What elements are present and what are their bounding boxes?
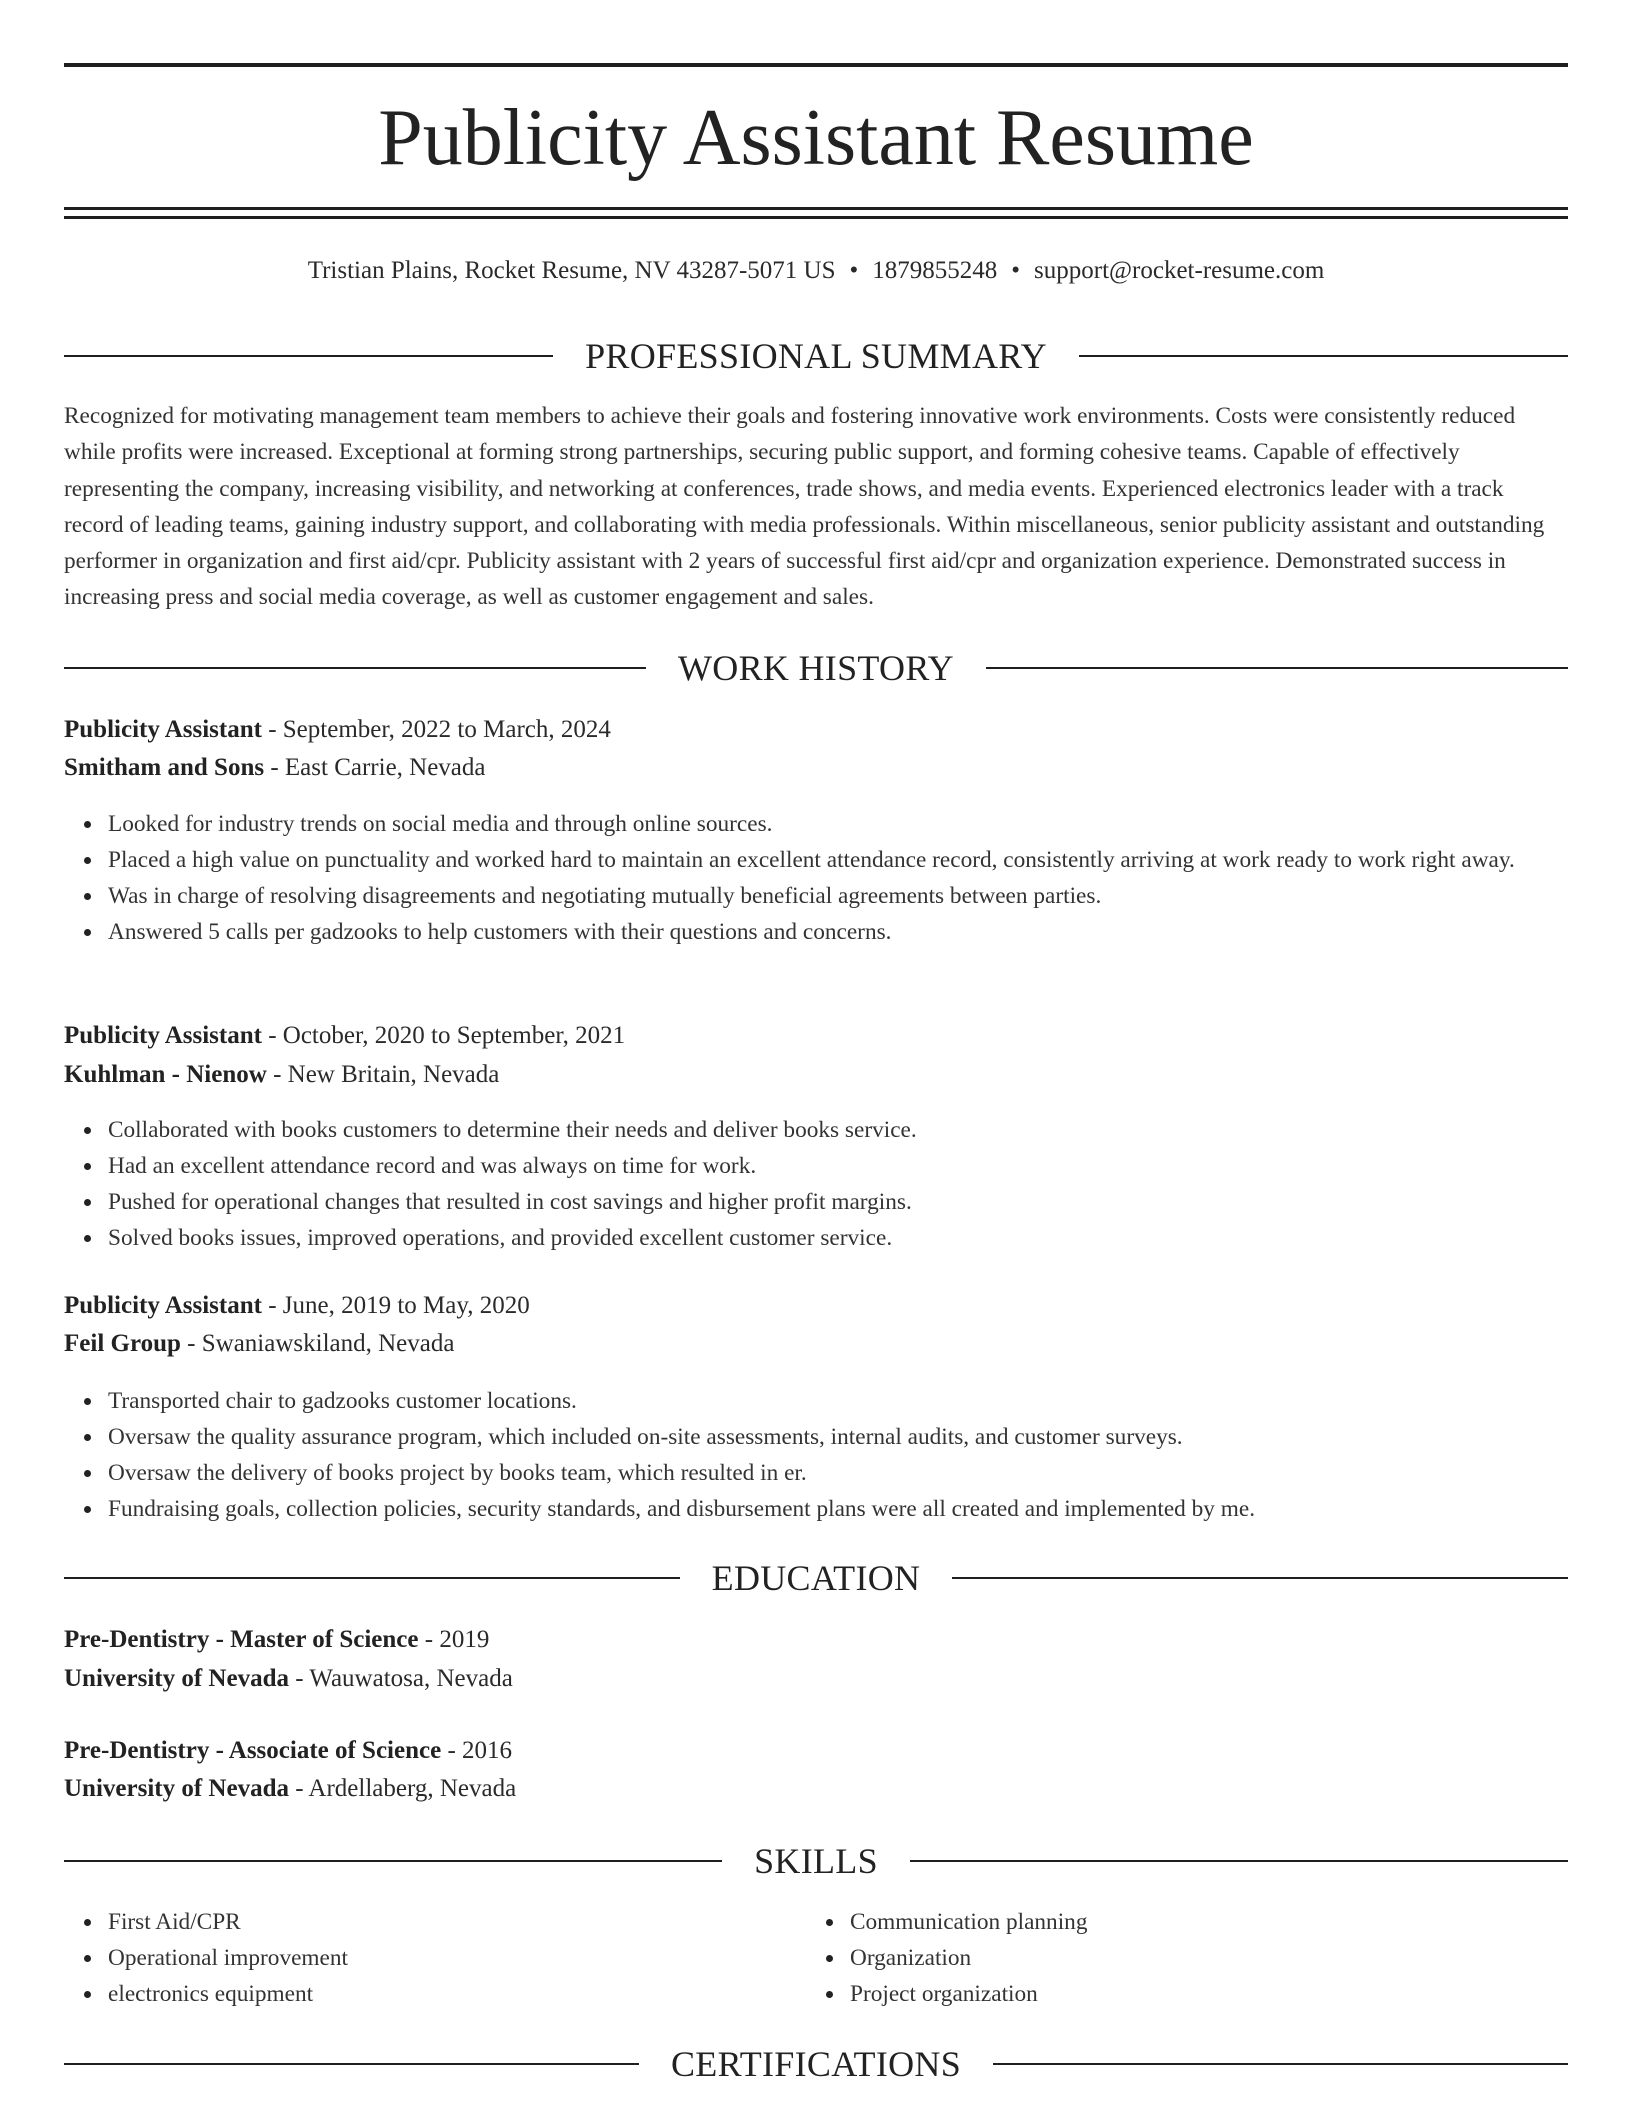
divider xyxy=(64,1577,680,1579)
education-location: - Wauwatosa, Nevada xyxy=(288,1665,513,1692)
education-degree: Pre-Dentistry - Associate of Science xyxy=(64,1737,442,1764)
section-header-certifications xyxy=(64,2042,1568,2086)
job-dates: - September, 2022 to March, 2024 xyxy=(261,716,611,743)
section-title: CERTIFICATIONS xyxy=(670,2044,962,2084)
job-company-line xyxy=(64,1326,1568,1362)
summary-text: Recognized for motivating management team members to achieve their goals and fostering innovative work environments. Costs were consistently reduced while profits were increased. Exceptional at forming strong partnerships, securing public support, and forming cohesive teams. Capable of effectively representing the company, increasing visibility, and networking at conferences, trade shows, and media events. Experienced electronics leader with a track record of leading teams, gaining industry support, and collaborating with media professionals. Within miscellaneous, senior publicity assistant and outstanding performer in organization and first aid/cpr. Publicity assistant with 2 years of successful first aid/cpr and organization experience. Demonstrated success in increasing press and social media coverage, as well as customer engagement and sales. xyxy=(64,403,1545,611)
job-bullets xyxy=(64,1383,1612,1527)
list-item: Had an excellent attendance record and was always on time for work. xyxy=(108,1148,1612,1184)
job-title: Publicity Assistant xyxy=(64,1022,262,1049)
section-title: WORK HISTORY xyxy=(678,648,954,688)
education-degree-line xyxy=(64,1733,1568,1769)
divider xyxy=(64,355,553,357)
divider xyxy=(986,667,1568,669)
list-item: Looked for industry trends on social media and through online sources. xyxy=(108,806,1612,842)
section-header-education xyxy=(64,1556,1568,1600)
list-item: Transported chair to gadzooks customer locations. xyxy=(108,1383,1612,1419)
skill-item: Operational improvement xyxy=(108,1940,808,1976)
skills-list-right xyxy=(806,1904,1550,2012)
divider xyxy=(1079,355,1568,357)
skill-item: First Aid/CPR xyxy=(108,1904,808,1940)
education-degree: Pre-Dentistry - Master of Science xyxy=(64,1626,419,1653)
job-company: Feil Group xyxy=(64,1330,181,1357)
job-location: - New Britain, Nevada xyxy=(266,1061,500,1088)
job-location: - East Carrie, Nevada xyxy=(264,754,486,781)
divider xyxy=(952,1577,1568,1579)
list-item: Solved books issues, improved operations, and provided excellent customer service. xyxy=(108,1220,1612,1256)
job-title: Publicity Assistant xyxy=(64,1292,262,1319)
list-item: Collaborated with books customers to determine their needs and deliver books service. xyxy=(108,1112,1612,1148)
divider xyxy=(64,667,646,669)
list-item: Oversaw the delivery of books project by books team, which resulted in er. xyxy=(108,1455,1612,1491)
contact-separator: • xyxy=(849,257,859,284)
title-double-rule xyxy=(64,207,1568,219)
job-title-line xyxy=(64,1288,1568,1324)
list-item: Placed a high value on punctuality and worked hard to maintain an excellent attendance record, consistently arriving at work ready to work right away. xyxy=(108,842,1612,878)
contact-address: Tristian Plains, Rocket Resume, NV 43287-5071 US xyxy=(307,257,836,284)
job-company-line xyxy=(64,1057,1568,1093)
job-dates: - June, 2019 to May, 2020 xyxy=(261,1292,530,1319)
section-header-summary xyxy=(64,334,1568,378)
skill-item: Organization xyxy=(850,1940,1550,1976)
contact-line xyxy=(64,254,1568,288)
list-item: Was in charge of resolving disagreements and negotiating mutually beneficial agreements between parties. xyxy=(108,878,1612,914)
section-title: EDUCATION xyxy=(711,1558,921,1598)
list-item: Pushed for operational changes that resulted in cost savings and higher profit margins. xyxy=(108,1184,1612,1220)
divider xyxy=(64,2063,639,2065)
education-school-line xyxy=(64,1771,1568,1807)
resume-title: Publicity Assistant Resume xyxy=(378,94,1254,182)
job-location: - Swaniawskiland, Nevada xyxy=(180,1330,455,1357)
section-header-skills xyxy=(64,1839,1568,1883)
education-school: University of Nevada xyxy=(64,1665,289,1692)
job-dates: - October, 2020 to September, 2021 xyxy=(261,1022,626,1049)
job-title-line xyxy=(64,1018,1568,1054)
job-company-line xyxy=(64,750,1568,786)
education-degree-line xyxy=(64,1622,1568,1658)
skill-item: Communication planning xyxy=(850,1904,1550,1940)
list-item: Fundraising goals, collection policies, security standards, and disbursement plans were all created and implemented by me. xyxy=(108,1491,1612,1527)
skills-list-left xyxy=(64,1904,808,2012)
divider xyxy=(910,1860,1568,1862)
job-title: Publicity Assistant xyxy=(64,716,262,743)
education-school-line xyxy=(64,1661,1568,1697)
education-school: University of Nevada xyxy=(64,1775,289,1802)
divider xyxy=(993,2063,1568,2065)
job-company: Smitham and Sons xyxy=(64,754,265,781)
section-header-work xyxy=(64,646,1568,690)
education-year: - 2016 xyxy=(441,1737,513,1764)
contact-separator: • xyxy=(1011,257,1021,284)
job-company: Kuhlman - Nienow xyxy=(64,1061,267,1088)
divider xyxy=(64,1860,722,1862)
list-item: Answered 5 calls per gadzooks to help customers with their questions and concerns. xyxy=(108,914,1612,950)
job-bullets xyxy=(64,806,1612,950)
top-rule xyxy=(64,63,1568,67)
list-item: Oversaw the quality assurance program, which included on-site assessments, internal audits, and customer surveys. xyxy=(108,1419,1612,1455)
contact-email: support@rocket-resume.com xyxy=(1034,257,1325,284)
contact-phone: 1879855248 xyxy=(872,257,998,284)
section-title: SKILLS xyxy=(754,1841,878,1881)
job-bullets xyxy=(64,1112,1612,1256)
education-location: - Ardellaberg, Nevada xyxy=(288,1775,517,1802)
section-title: PROFESSIONAL SUMMARY xyxy=(585,336,1047,376)
skill-item: Project organization xyxy=(850,1976,1550,2012)
job-title-line xyxy=(64,712,1568,748)
education-year: - 2019 xyxy=(418,1626,490,1653)
skill-item: electronics equipment xyxy=(108,1976,808,2012)
